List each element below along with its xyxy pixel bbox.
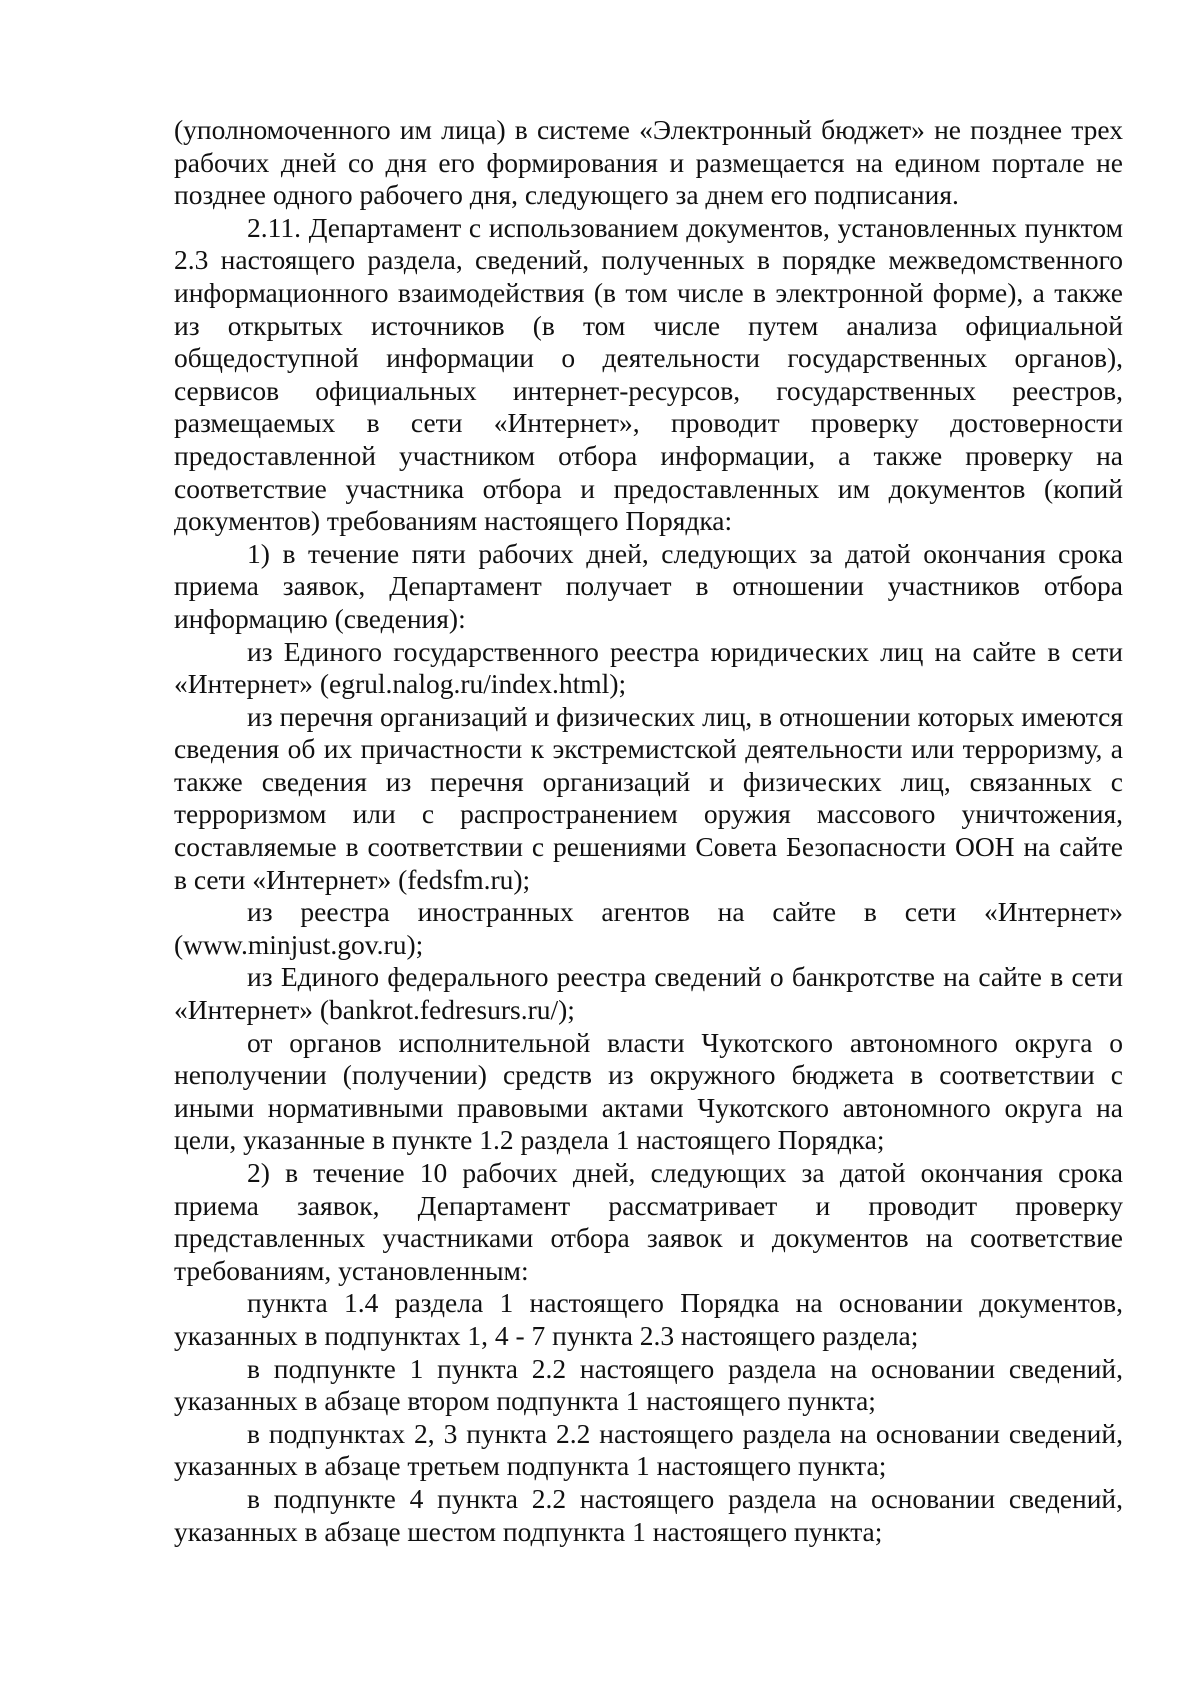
- paragraph-requirement-1-4: пункта 1.4 раздела 1 настоящего Порядка на основании документов, указанных в подпунктах 1, 4 - 7 пункта 2.3 настоящего раздела;: [174, 1287, 1123, 1351]
- paragraph-fedresurs-source: из Единого федерального реестра сведений о банкротстве на сайте в сети «Интернет» (bankrot.fedresurs.ru/);: [174, 961, 1123, 1026]
- paragraph-requirement-2-2-4: в подпункте 4 пункта 2.2 настоящего раздела на основании сведений, указанных в абзаце шестом подпункта 1 настоящего пункта;: [174, 1482, 1123, 1547]
- paragraph-egrul-source: из Единого государственного реестра юридических лиц на сайте в сети «Интернет» (egrul.nalog.ru/index.html);: [174, 635, 1123, 700]
- document-body: [174, 114, 1123, 1548]
- paragraph-fedsfm-source: из перечня организаций и физических лиц, в отношении которых имеются сведения об их причастности к экстремистской деятельности или терроризму, а также сведения из перечня организаций и физических лиц, связанных с терроризмом или с распространением оружия массового уничтожения, составляемые в соответствии с решениями Совета Безопасности ООН на сайте в сети «Интернет» (fedsfm.ru);: [174, 700, 1123, 895]
- paragraph-requirement-2-2-1: в подпункте 1 пункта 2.2 настоящего раздела на основании сведений, указанных в абзаце втором подпункта 1 настоящего пункта;: [174, 1352, 1123, 1417]
- paragraph-requirement-2-2-2-3: в подпунктах 2, 3 пункта 2.2 настоящего раздела на основании сведений, указанных в абзаце третьем подпункта 1 настоящего пункта;: [174, 1417, 1123, 1482]
- paragraph-continuation: (уполномоченного им лица) в системе «Электронный бюджет» не позднее трех рабочих дней со дня его формирования и размещается на едином портале не позднее одного рабочего дня, следующего за днем его подписания.: [174, 114, 1123, 211]
- paragraph-minjust-source: из реестра иностранных агентов на сайте в сети «Интернет» (www.minjust.gov.ru);: [174, 896, 1123, 960]
- paragraph-subclause-1: 1) в течение пяти рабочих дней, следующих за датой окончания срока приема заявок, Департамент получает в отношении участников отбора информацию (сведения):: [174, 537, 1123, 634]
- paragraph-clause-2-11: 2.11. Департамент с использованием документов, установленных пунктом 2.3 настоящего раздела, сведений, полученных в порядке межведомственного информационного взаимодействия (в том числе в электронной форме), а также из открытых источников (в том числе путем анализа официальной общедоступной информации о деятельности государственных органов), сервисов официальных интернет-ресурсов, государственных реестров, размещаемых в сети «Интернет», проводит проверку достоверности предоставленной участником отбора информации, а также проверку на соответствие участника отбора и предоставленных им документов (копий документов) требованиям настоящего Порядка:: [174, 211, 1123, 537]
- paragraph-subclause-2: 2) в течение 10 рабочих дней, следующих за датой окончания срока приема заявок, Департамент рассматривает и проводит проверку представленных участниками отбора заявок и документов на соответствие требованиям, установленным:: [174, 1157, 1123, 1286]
- paragraph-executive-authorities: от органов исполнительной власти Чукотского автономного округа о неполучении (получении) средств из окружного бюджета в соответствии с иными нормативными правовыми актами Чукотского автономного округа на цели, указанные в пункте 1.2 раздела 1 настоящего Порядка;: [174, 1026, 1123, 1156]
